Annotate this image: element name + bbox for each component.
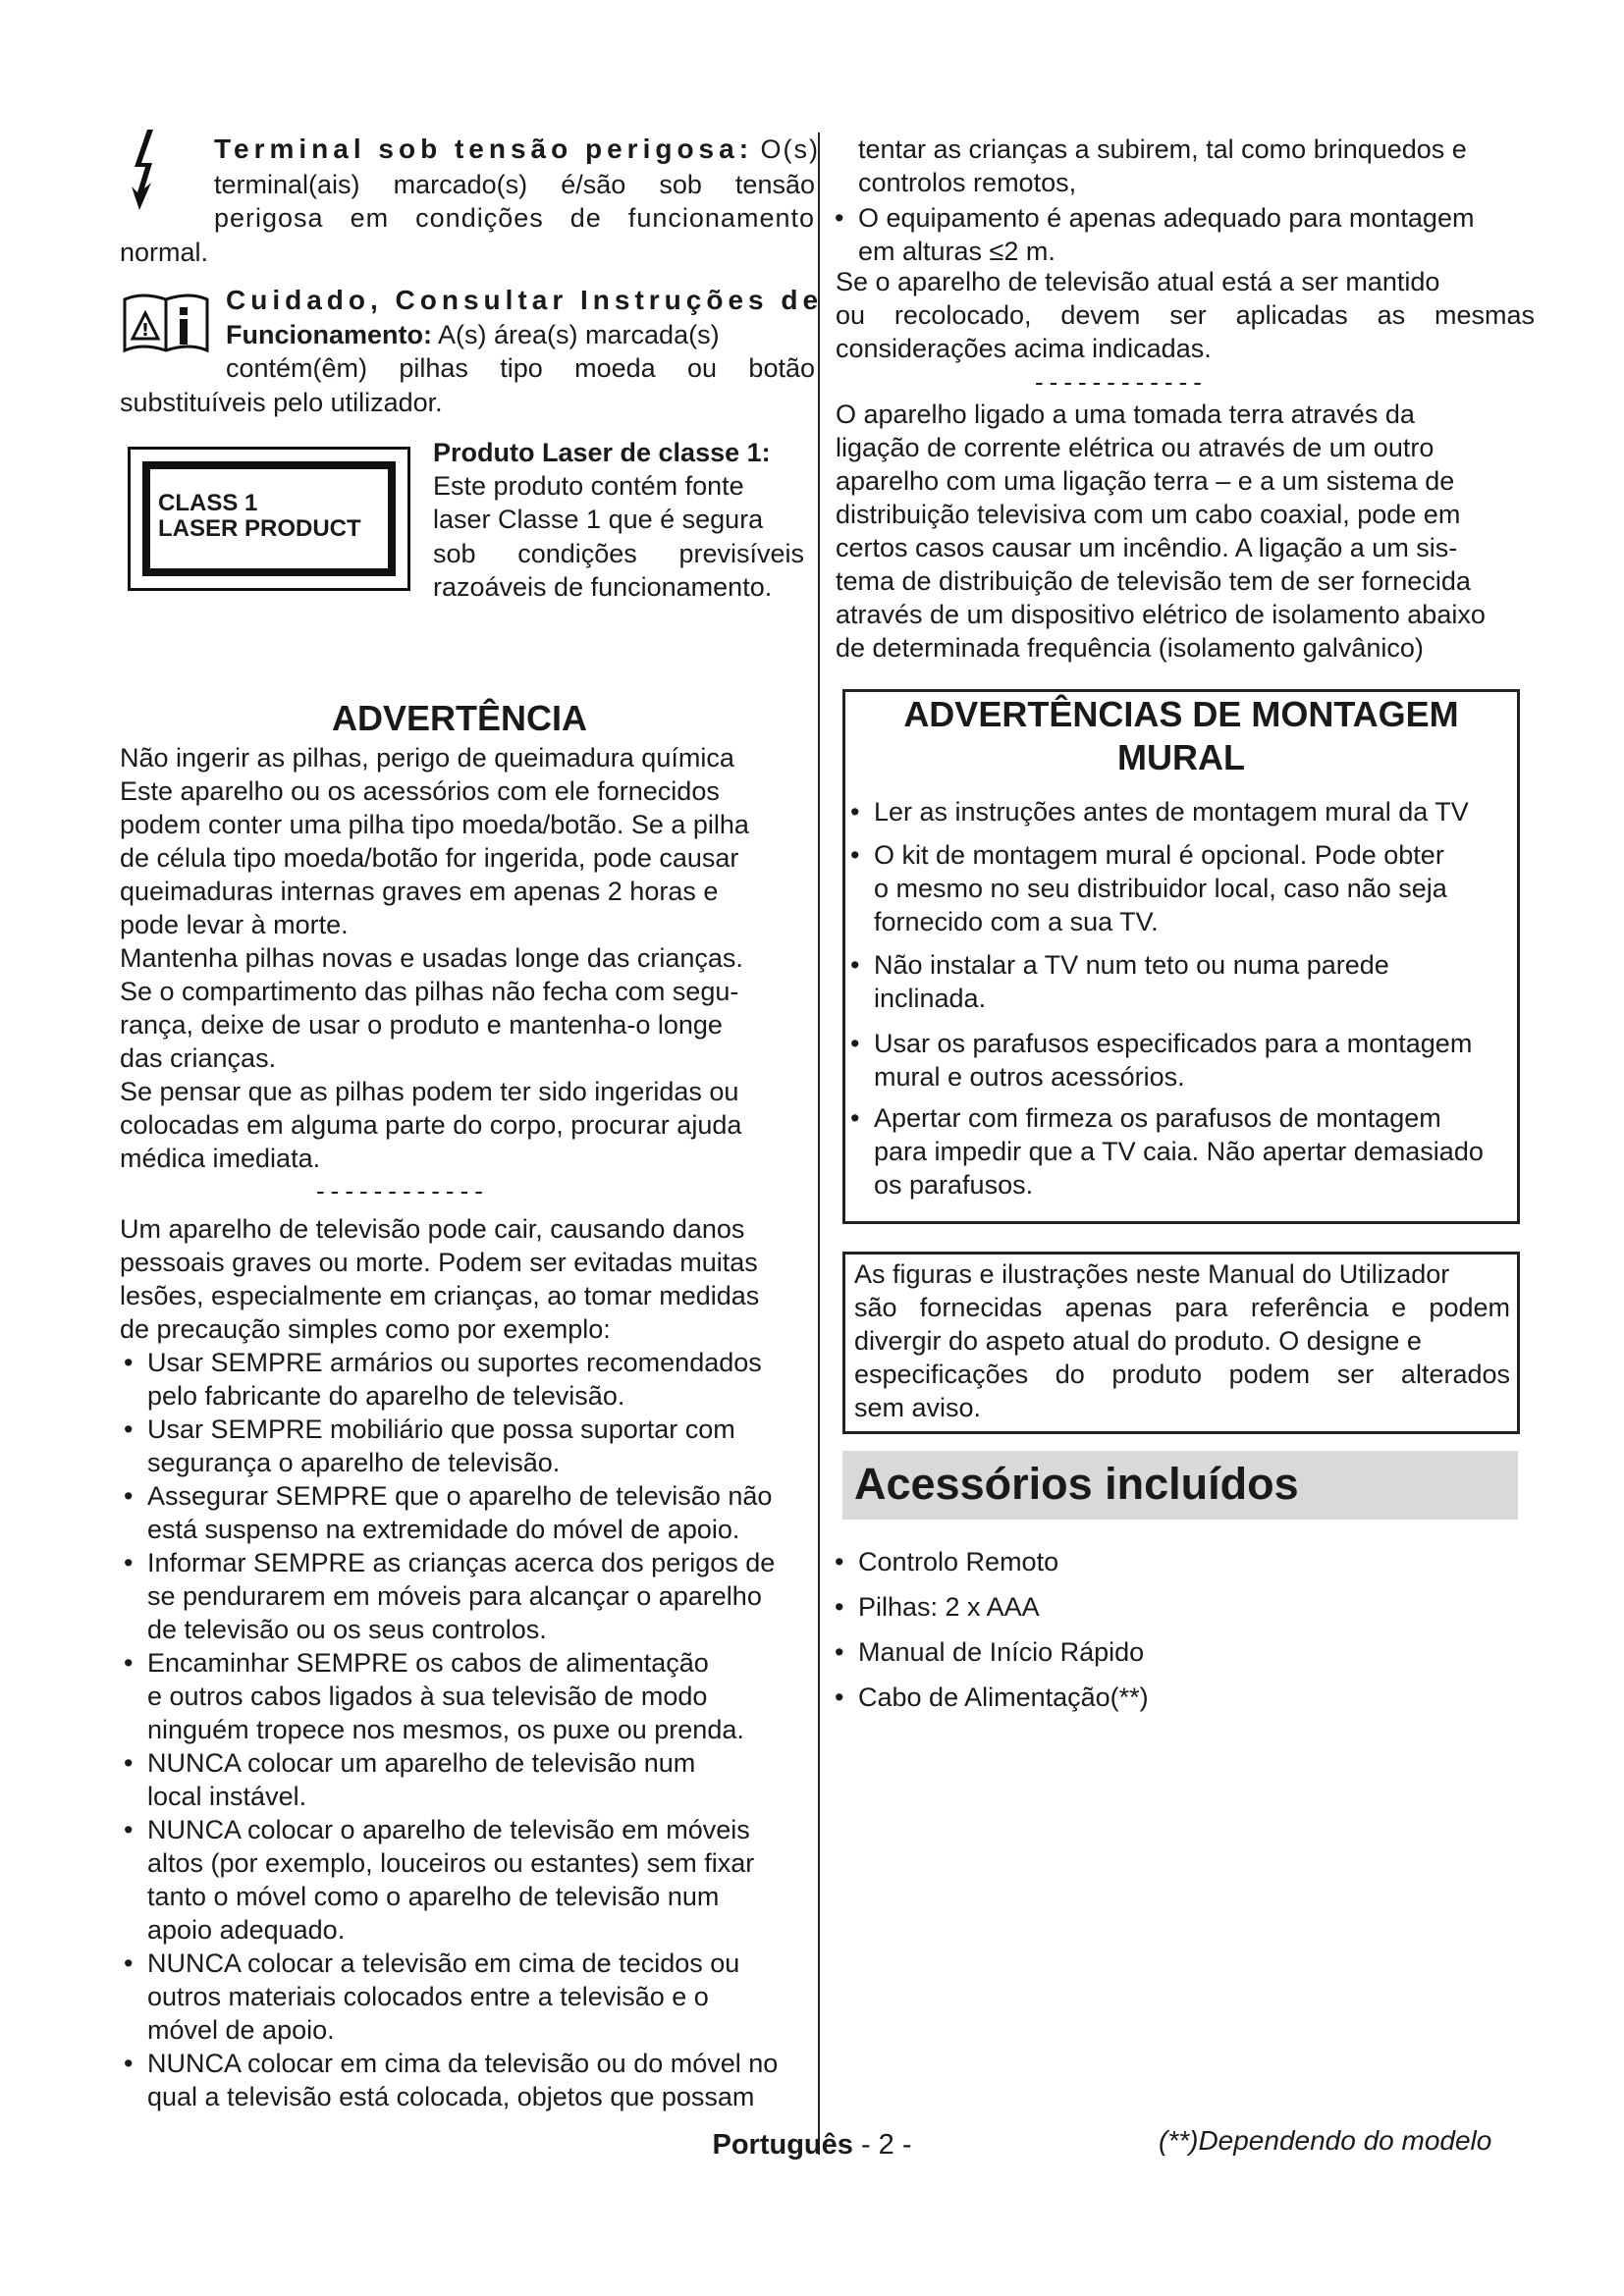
footer-page-number: - 2 - (852, 2129, 912, 2161)
list-item: • NUNCA colocar um aparelho de televisão num local instável. (120, 1746, 819, 1813)
list-item: • Usar os parafusos especificados para a montagem mural e outros acessórios. (846, 1027, 1524, 1094)
lightning-bolt-icon (126, 130, 165, 210)
mount-warnings-heading (842, 693, 1520, 779)
advertencia-line: Mantenha pilhas novas e usadas longe das crianças. (120, 943, 743, 973)
mount-heading-line1: ADVERTÊNCIAS DE MONTAGEM (903, 694, 1459, 734)
advertencia-heading: ADVERTÊNCIA (331, 698, 587, 738)
caution-manual-icon (121, 292, 211, 362)
figures-disclaimer-text (854, 1257, 1510, 1424)
ligado-line: aparelho com uma ligação terra – e a um sistema de (836, 466, 1455, 496)
list-item: • Não instalar a TV num teto ou numa parede inclinada. (846, 948, 1524, 1015)
mantido-text (836, 265, 1535, 365)
list-item: • O equipamento é apenas adequado para montagem em alturas ≤2 m. (831, 201, 1538, 268)
laser-line-1: Este produto contém fonte (433, 471, 744, 501)
accessories-title: Acessórios incluídos (854, 1459, 1299, 1509)
advertencia-line: médica imediata. (120, 1144, 321, 1173)
advertencia-body (120, 741, 817, 1175)
figures-line: especificações do produto podem ser alterados (854, 1360, 1510, 1389)
list-item: • Informar SEMPRE as crianças acerca dos perigos de se pendurarem em móveis para alcançar o aparelho de televisão ou os seus controlos. (120, 1546, 819, 1646)
ligado-line: de determinada frequência (isolamento galvânico) (836, 633, 1424, 663)
accessories-list (831, 1539, 1518, 1720)
ligado-line: ligação de corrente elétrica ou através de um outro (836, 433, 1435, 462)
section-dashes: ------------ (316, 1176, 489, 1205)
terminal-line1-rest: O(s) (760, 134, 821, 164)
laser-class-label (128, 447, 410, 591)
ligado-line: através de um dispositivo elétrico de isolamento abaixo (836, 600, 1486, 629)
figures-line: sem aviso. (854, 1393, 982, 1422)
cuidado-title: Cuidado, Consultar Instruções de (226, 285, 824, 315)
model-footnote: (**)Dependendo do modelo (1159, 2125, 1492, 2156)
list-item: • NUNCA colocar a televisão em cima de tecidos ou outros materiais colocados entre a televisão e o móvel de apoio. (120, 1947, 819, 2047)
cuidado-line2-rest: A(s) área(s) marcada(s) (438, 320, 720, 349)
list-item: • Pilhas: 2 x AAA (831, 1584, 1518, 1629)
terminal-line4: normal. (120, 238, 209, 267)
ligado-line: distribuição televisiva com um cabo coaxial, pode em (836, 500, 1461, 529)
cuidado-line3: contém(êm) pilhas tipo moeda ou botão (226, 353, 815, 383)
cuidado-line4: substituíveis pelo utilizador. (120, 388, 443, 417)
section-dashes: ------------ (1035, 367, 1208, 397)
terminal-line1 (214, 133, 820, 166)
list-item: • Ler as instruções antes de montagem mural da TV (846, 795, 1524, 828)
tv-fall-bullet-list (120, 1346, 819, 2113)
advertencia-line: rança, deixe de usar o produto e mantenha-o longe (120, 1010, 723, 1040)
laser-line-4: razoáveis de funcionamento. (433, 572, 773, 602)
ligado-line: O aparelho ligado a uma tomada terra através da (836, 400, 1415, 429)
tv-fall-line: lesões, especialmente em crianças, ao tomar medidas (120, 1281, 760, 1310)
terminal-line3: perigosa em condições de funcionamento (214, 203, 815, 233)
list-item: • Apertar com firmeza os parafusos de montagem para impedir que a TV caia. Não apertar demasiado os parafusos. (846, 1101, 1524, 1201)
list-item: • NUNCA colocar o aparelho de televisão em móveis altos (por exemplo, louceiros ou estantes) sem fixar tanto o móvel como o aparelho de televisão num apoio adequado. (120, 1813, 819, 1947)
figures-line: divergir do aspeto atual do produto. O designe e (854, 1326, 1422, 1356)
advertencia-line: Se pensar que as pilhas podem ter sido ingeridas ou (120, 1077, 739, 1106)
continuation-line: tentar as crianças a subirem, tal como brinquedos e (858, 134, 1467, 164)
svg-text:!: ! (140, 320, 150, 341)
list-item: • Manual de Início Rápido (831, 1629, 1518, 1675)
advertencia-line: das crianças. (120, 1043, 277, 1073)
advertencia-line: Não ingerir as pilhas, perigo de queimadura química (120, 743, 734, 773)
tv-fall-intro (120, 1212, 817, 1346)
mantido-line: Se o aparelho de televisão atual está a ser mantido (836, 267, 1440, 296)
laser-line-3: sob condições previsíveis (433, 539, 804, 568)
mantido-line: ou recolocado, devem ser aplicadas as mesmas (836, 300, 1535, 330)
mount-heading-line2: MURAL (1117, 737, 1245, 777)
ligado-line: certos casos causar um incêndio. A ligação a um sis- (836, 533, 1458, 562)
tv-fall-line: Um aparelho de televisão pode cair, causando danos (120, 1214, 745, 1244)
advertencia-line: Se o compartimento das pilhas não fecha com segu- (120, 977, 739, 1006)
continuation-text (858, 133, 1536, 199)
continuation-line: controlos remotos, (858, 168, 1077, 197)
list-item: • Usar SEMPRE armários ou suportes recomendados pelo fabricante do aparelho de televisão. (120, 1346, 819, 1413)
advertencia-line: podem conter uma pilha tipo moeda/botão. Se a pilha (120, 810, 749, 839)
list-item: • Cabo de Alimentação(**) (831, 1675, 1518, 1720)
laser-label-line1: CLASS 1 (158, 490, 258, 516)
list-item: • Usar SEMPRE mobiliário que possa suportar com segurança o aparelho de televisão. (120, 1413, 819, 1479)
figures-line: são fornecidas apenas para referência e podem (854, 1293, 1510, 1322)
list-item: • O kit de montagem mural é opcional. Pode obter o mesmo no seu distribuidor local, caso não seja fornecido com a sua TV. (846, 838, 1524, 938)
list-item: • NUNCA colocar em cima da televisão ou do móvel no qual a televisão está colocada, objetos que possam (120, 2047, 819, 2113)
page-footer (0, 2128, 1624, 2162)
advertencia-line: pode levar à morte. (120, 910, 349, 939)
laser-label-line2: LASER PRODUCT (158, 515, 361, 542)
list-item: • Assegurar SEMPRE que o aparelho de televisão não está suspenso na extremidade do móvel de apoio. (120, 1479, 819, 1546)
ligado-line: tema de distribuição de televisão tem de ser fornecida (836, 566, 1471, 596)
figures-line: As figuras e ilustrações neste Manual do Utilizador (854, 1259, 1450, 1289)
cuidado-line2 (226, 318, 720, 351)
tv-fall-line: de precaução simples como por exemplo: (120, 1314, 611, 1344)
list-item: • Encaminhar SEMPRE os cabos de alimentação e outros cabos ligados à sua televisão de modo ninguém tropece nos mesmos, os puxe ou prenda. (120, 1646, 819, 1746)
equipment-bullet (831, 201, 1538, 268)
ligado-text (836, 398, 1535, 665)
advertencia-line: Este aparelho ou os acessórios com ele fornecidos (120, 776, 720, 806)
advertencia-line: queimaduras internas graves em apenas 2 horas e (120, 877, 719, 906)
tv-fall-line: pessoais graves ou morte. Podem ser evitadas muitas (120, 1248, 758, 1277)
mantido-line: considerações acima indicadas. (836, 334, 1212, 363)
laser-title: Produto Laser de classe 1: (433, 438, 771, 467)
list-item: • Controlo Remoto (831, 1539, 1518, 1584)
advertencia-line: colocadas em alguma parte do corpo, procurar ajuda (120, 1110, 742, 1140)
advertencia-line: de célula tipo moeda/botão for ingerida, pode causar (120, 843, 739, 873)
cuidado-funcionamento: Funcionamento: (226, 320, 432, 349)
laser-line-2: laser Classe 1 que é segura (433, 505, 764, 534)
footer-language: Português (712, 2129, 853, 2161)
terminal-line2: terminal(ais) marcado(s) é/são sob tensão (214, 170, 815, 199)
terminal-title: Terminal sob tensão perigosa: (214, 133, 754, 164)
mount-bullet-list (846, 795, 1524, 1201)
